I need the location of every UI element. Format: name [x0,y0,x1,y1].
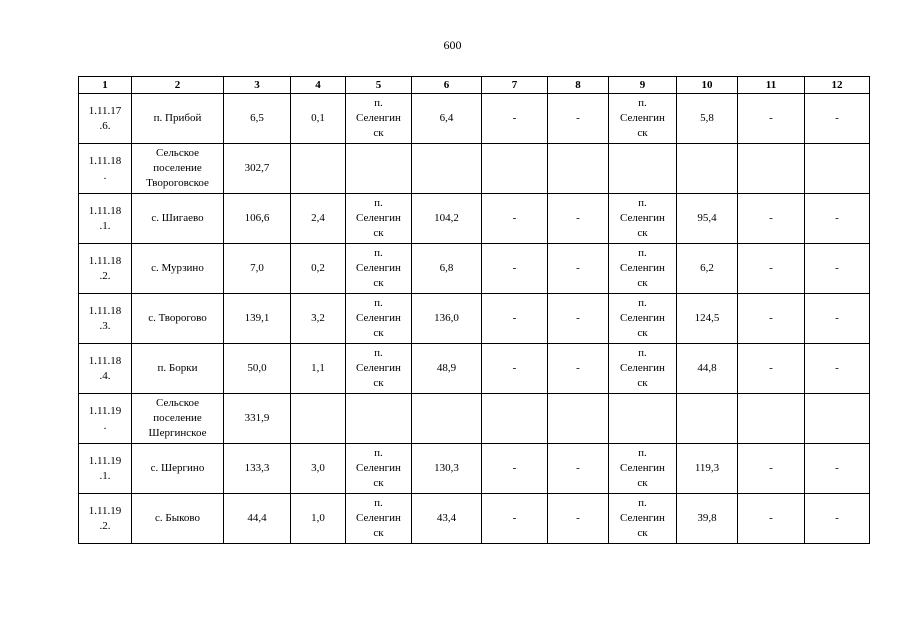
table-row [79,194,870,244]
column-header-9: 9 [609,77,677,94]
page-number: 600 [443,38,462,52]
table-cell-col-8 [548,394,609,444]
table-cell-col-8 [548,144,609,194]
table-cell-col-1: 1.11.18 .4. [79,344,132,394]
table-cell-col-8: - [548,94,609,144]
table-cell-col-12 [805,144,870,194]
table-cell-col-6: 48,9 [412,344,482,394]
table-cell-col-4: 3,2 [291,294,346,344]
table-cell-col-5: п. Селенгин ск [346,294,412,344]
table-cell-col-6: 130,3 [412,444,482,494]
table-cell-col-7: - [482,444,548,494]
column-header-1: 1 [79,77,132,94]
column-header-4: 4 [291,77,346,94]
table-cell-col-2: п. Борки [132,344,224,394]
table-cell-col-10 [677,394,738,444]
table-cell-col-5: п. Селенгин ск [346,94,412,144]
table-cell-col-4 [291,394,346,444]
table-cell-col-12: - [805,244,870,294]
table-cell-col-12 [805,394,870,444]
table-row [79,244,870,294]
table-cell-col-9: п. Селенгин ск [609,494,677,544]
table-cell-col-3: 331,9 [224,394,291,444]
table-cell-col-11 [738,144,805,194]
table-cell-col-10: 39,8 [677,494,738,544]
table-cell-col-7: - [482,344,548,394]
table-cell-col-6: 43,4 [412,494,482,544]
table-cell-col-1: 1.11.19 .1. [79,444,132,494]
table-cell-col-5: п. Селенгин ск [346,194,412,244]
table-cell-col-3: 133,3 [224,444,291,494]
table-cell-col-7: - [482,244,548,294]
table-cell-col-10: 6,2 [677,244,738,294]
table-cell-col-6: 6,8 [412,244,482,294]
table-cell-col-3: 44,4 [224,494,291,544]
table-cell-col-3: 50,0 [224,344,291,394]
table-cell-col-8: - [548,444,609,494]
table-cell-col-6: 136,0 [412,294,482,344]
table-cell-col-10: 5,8 [677,94,738,144]
table-cell-col-5 [346,394,412,444]
table-cell-col-9: п. Селенгин ск [609,94,677,144]
column-header-5: 5 [346,77,412,94]
table-cell-col-12: - [805,494,870,544]
table-cell-col-6 [412,394,482,444]
table-cell-col-3: 106,6 [224,194,291,244]
table-cell-col-12: - [805,294,870,344]
table-cell-col-2: с. Творогово [132,294,224,344]
column-header-7: 7 [482,77,548,94]
table-cell-col-6: 6,4 [412,94,482,144]
table-cell-col-9: п. Селенгин ск [609,244,677,294]
table-cell-col-3: 7,0 [224,244,291,294]
table-row [79,444,870,494]
table-cell-col-12: - [805,344,870,394]
column-header-11: 11 [738,77,805,94]
table-row [79,294,870,344]
column-header-10: 10 [677,77,738,94]
table-row [79,144,870,194]
table-cell-col-4: 2,4 [291,194,346,244]
table-cell-col-1: 1.11.17 .6. [79,94,132,144]
table-cell-col-5: п. Селенгин ск [346,444,412,494]
column-header-8: 8 [548,77,609,94]
table-cell-col-1: 1.11.18 .2. [79,244,132,294]
table-cell-col-10 [677,144,738,194]
table-cell-col-7: - [482,294,548,344]
table-cell-col-7: - [482,94,548,144]
table-cell-col-8: - [548,344,609,394]
table-cell-col-3: 139,1 [224,294,291,344]
column-header-2: 2 [132,77,224,94]
table-row [79,344,870,394]
table-cell-col-7: - [482,494,548,544]
table-cell-col-12: - [805,94,870,144]
table-cell-col-11: - [738,294,805,344]
table-cell-col-4: 3,0 [291,444,346,494]
table-cell-col-8: - [548,194,609,244]
table-cell-col-12: - [805,444,870,494]
table-cell-col-9: п. Селенгин ск [609,294,677,344]
table-cell-col-9: п. Селенгин ск [609,444,677,494]
table-cell-col-2: п. Прибой [132,94,224,144]
table-cell-col-5: п. Селенгин ск [346,244,412,294]
table-body [79,94,870,544]
table-cell-col-9: п. Селенгин ск [609,344,677,394]
table-cell-col-11: - [738,494,805,544]
table-cell-col-11: - [738,194,805,244]
table-cell-col-4: 1,1 [291,344,346,394]
table-cell-col-10: 119,3 [677,444,738,494]
table-cell-col-1: 1.11.19 .2. [79,494,132,544]
column-header-12: 12 [805,77,870,94]
table-cell-col-1: 1.11.19 . [79,394,132,444]
table-cell-col-11: - [738,444,805,494]
table-row [79,94,870,144]
table-cell-col-2: с. Шергино [132,444,224,494]
table-cell-col-2: с. Быково [132,494,224,544]
table-cell-col-7 [482,144,548,194]
table-cell-col-1: 1.11.18 . [79,144,132,194]
table-cell-col-2: Сельское поселение Твороговское [132,144,224,194]
table-cell-col-5: п. Селенгин ск [346,344,412,394]
table-cell-col-11 [738,394,805,444]
column-header-6: 6 [412,77,482,94]
data-table [78,76,870,544]
table-cell-col-8: - [548,244,609,294]
table-cell-col-1: 1.11.18 .3. [79,294,132,344]
table-cell-col-10: 95,4 [677,194,738,244]
table-cell-col-10: 124,5 [677,294,738,344]
table-cell-col-8: - [548,294,609,344]
table-cell-col-9: п. Селенгин ск [609,194,677,244]
table-cell-col-7: - [482,194,548,244]
table-cell-col-11: - [738,344,805,394]
table-cell-col-6 [412,144,482,194]
table-cell-col-4 [291,144,346,194]
table-cell-col-11: - [738,244,805,294]
table-cell-col-6: 104,2 [412,194,482,244]
table-row [79,494,870,544]
header-row [79,77,870,94]
table-cell-col-11: - [738,94,805,144]
table-cell-col-7 [482,394,548,444]
table-cell-col-9 [609,394,677,444]
table-cell-col-5 [346,144,412,194]
table-cell-col-10: 44,8 [677,344,738,394]
column-header-3: 3 [224,77,291,94]
table-cell-col-4: 1,0 [291,494,346,544]
table-cell-col-1: 1.11.18 .1. [79,194,132,244]
table-cell-col-4: 0,2 [291,244,346,294]
table-cell-col-2: с. Мурзино [132,244,224,294]
table-cell-col-9 [609,144,677,194]
table-cell-col-3: 6,5 [224,94,291,144]
table-cell-col-12: - [805,194,870,244]
table-cell-col-5: п. Селенгин ск [346,494,412,544]
table-cell-col-2: с. Шигаево [132,194,224,244]
table-cell-col-8: - [548,494,609,544]
table-row [79,394,870,444]
table-cell-col-3: 302,7 [224,144,291,194]
table-cell-col-2: Сельское поселение Шергинское [132,394,224,444]
table-cell-col-4: 0,1 [291,94,346,144]
